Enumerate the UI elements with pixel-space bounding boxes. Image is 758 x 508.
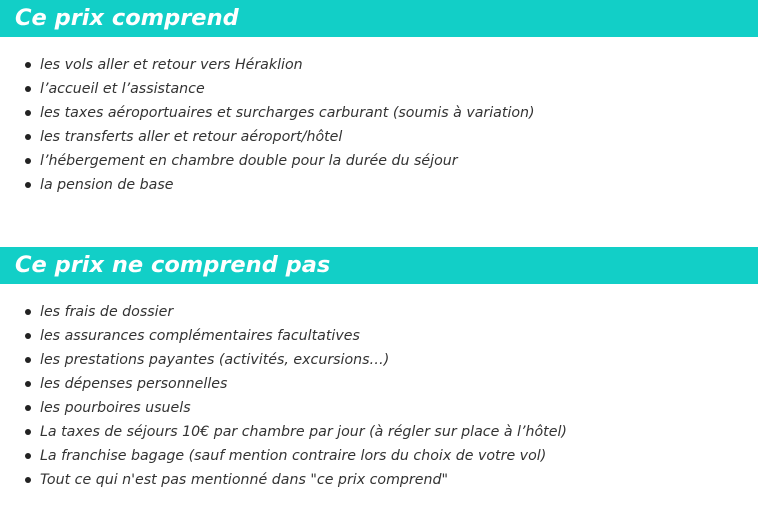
bullet-icon [25,62,31,68]
bullet-icon [25,134,31,140]
list-item-text: les transferts aller et retour aéroport/hôtel [40,129,343,145]
list-item [0,300,567,324]
bullet-icon [25,86,31,92]
list-item-text: les taxes aéroportuaires et surcharges carburant (soumis à variation) [40,105,535,121]
excluded-section-title: Ce prix ne comprend pas [0,247,758,284]
bullet-icon [25,110,31,116]
bullet-icon [25,405,31,411]
list-item [0,324,567,348]
list-item-text: les assurances complémentaires facultatives [40,328,360,344]
list-item [0,420,567,444]
list-item-text: La franchise bagage (sauf mention contraire lors du choix de votre vol) [40,448,547,464]
list-item [0,173,535,197]
excluded-list [0,300,567,492]
list-item [0,372,567,396]
list-item [0,149,535,173]
bullet-icon [25,309,31,315]
bullet-icon [25,333,31,339]
list-item-text: Tout ce qui n'est pas mentionné dans "ce prix comprend" [40,472,449,488]
list-item [0,444,567,468]
list-item [0,101,535,125]
list-item-text: les dépenses personnelles [40,376,228,392]
list-item [0,348,567,372]
bullet-icon [25,357,31,363]
bullet-icon [25,429,31,435]
bullet-icon [25,381,31,387]
list-item [0,396,567,420]
bullet-icon [25,182,31,188]
list-item [0,77,535,101]
bullet-icon [25,158,31,164]
list-item-text: les vols aller et retour vers Héraklion [40,57,303,73]
list-item-text: les pourboires usuels [40,400,191,416]
list-item-text: la pension de base [40,177,174,193]
included-list [0,53,535,197]
list-item [0,53,535,77]
list-item-text: l’accueil et l’assistance [40,81,205,97]
list-item-text: les frais de dossier [40,304,174,320]
bullet-icon [25,477,31,483]
list-item [0,468,567,492]
list-item [0,125,535,149]
list-item-text: les prestations payantes (activités, excursions…) [40,352,390,368]
list-item-text: La taxes de séjours 10€ par chambre par jour (à régler sur place à l’hôtel) [40,424,567,440]
bullet-icon [25,453,31,459]
list-item-text: l’hébergement en chambre double pour la durée du séjour [40,153,458,169]
included-section-title: Ce prix comprend [0,0,758,37]
